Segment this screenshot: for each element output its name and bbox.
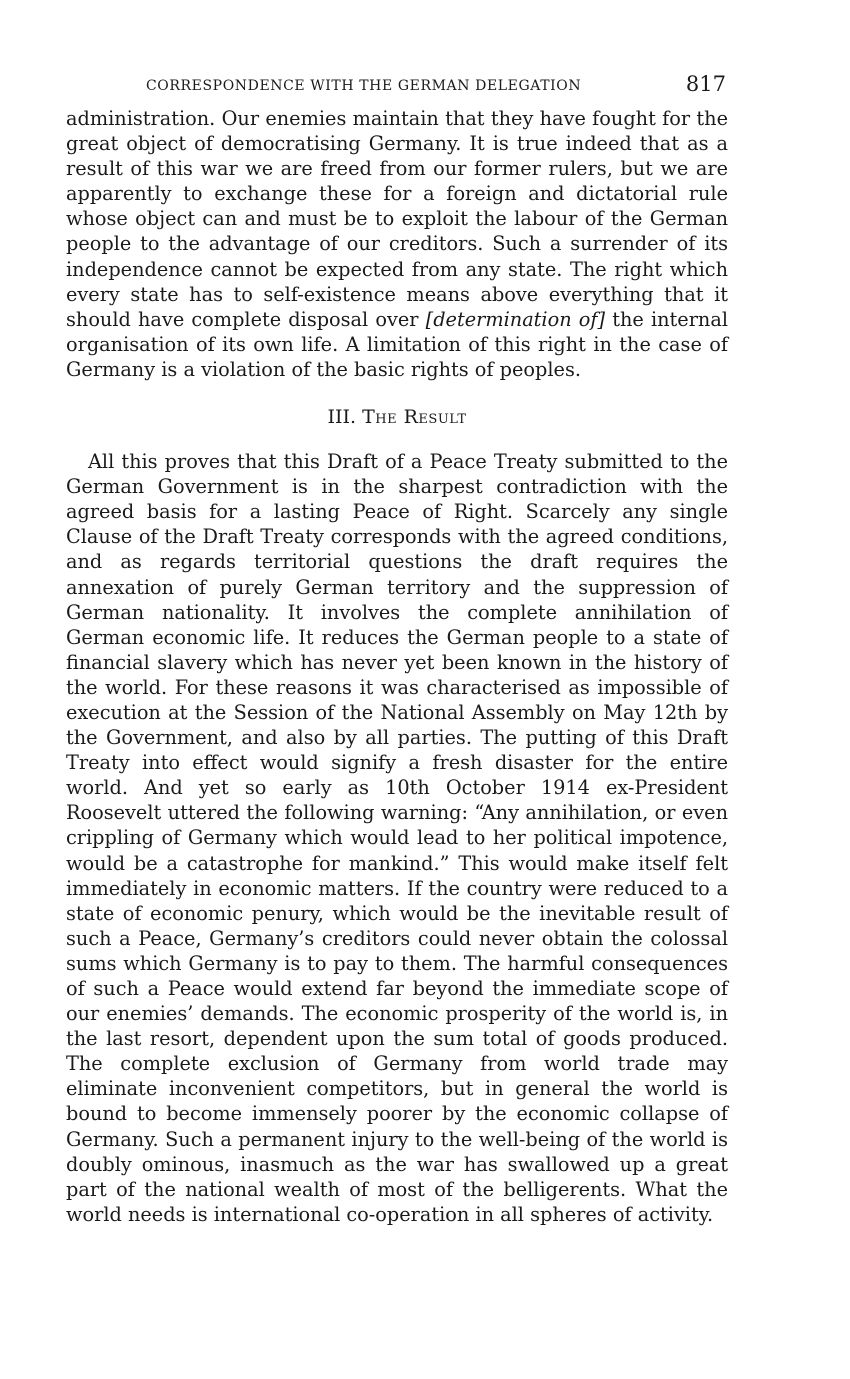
section-title: The Result xyxy=(362,406,467,429)
page-number: 817 xyxy=(685,72,726,96)
running-header xyxy=(66,70,728,104)
section-numeral: III. xyxy=(327,406,357,429)
paragraph-administration xyxy=(66,106,728,382)
paragraph-the-result: All this proves that this Draft of a Peace Treaty submitted to the German Government is in the sharpest contradiction with the agreed basis for a lasting Peace of Right. Scarcely any single Clause of the Draft Treaty corresponds with the agreed conditions, and as regards territorial questions the draft requires the annexation of purely German territory and the suppression of German nationality. It involves the complete annihilation of German economic life. It reduces the German people to a state of financial slavery which has never yet been known in the history of the world. For these reasons it was characterised as impossible of execution at the Session of the National Assembly on May 12th by the Government, and also by all parties. The putting of this Draft Treaty into effect would signify a fresh disaster for the entire world. And yet so early as 10th October 1914 ex-President Roosevelt uttered the following warning: “Any annihilation, or even crippling of Germany which would lead to her political impotence, would be a catastrophe for mankind.” This would make itself felt immediately in economic matters. If the country were reduced to a state of economic penury, which would be the inevitable result of such a Peace, Germany’s creditors could never obtain the colossal sums which Germany is to pay to them. The harmful consequences of such a Peace would extend far beyond the immediate scope of our enemies’ demands. The economic prosperity of the world is, in the last resort, dependent upon the sum total of goods produced. The complete exclusion of Germany from world trade may eliminate inconvenient competitors, but in general the world is bound to become immensely poorer by the economic collapse of Germany. Such a permanent injury to the well-being of the world is doubly ominous, inasmuch as the war has swallowed up a great part of the national wealth of most of the belligerents. What the world needs is international co-operation in all spheres of activity. xyxy=(66,450,728,1226)
bracketed-insertion: [determination of] xyxy=(425,307,606,331)
document-page xyxy=(66,70,728,1227)
paragraph-text-before: administration. Our enemies maintain that they have fought for the great object of democratising Germany. It is true indeed that as a result of this war we are freed from our former rulers, but we are apparently to exchange these for a foreign and dictatorial rule whose object can and must be to exploit the labour of the German people to the advantage of our creditors. Such a surrender of its independence cannot be expected from any state. The right which every state has to self-existence means above everything that it should have complete disposal over xyxy=(66,107,728,331)
running-title: CORRESPONDENCE WITH THE GERMAN DELEGATION xyxy=(146,78,582,94)
section-heading xyxy=(66,405,728,430)
paragraph-text-after: the internal organisation of its own life. A limitation of this right in the case of Germany is a violation of the basic rights of peoples. xyxy=(66,307,728,381)
